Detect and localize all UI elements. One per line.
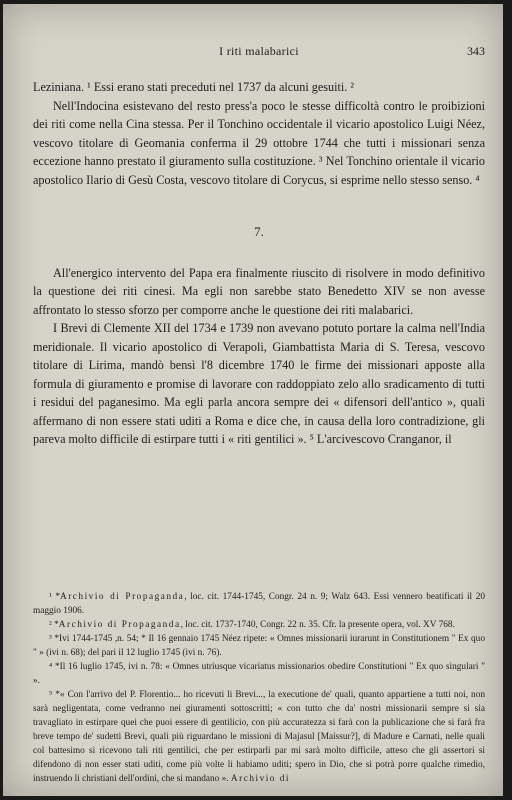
footnote-text: Ivi 1744-1745 ,n. 54; * Il 16 gennaio 1745 Néez ripete: « Omnes missionarii iurarunt in Constitutionem " Ex quo " » (ivi n. 68); del pari il 12 luglio 1745 (ivi n. 76). xyxy=(33,634,485,658)
footnote xyxy=(33,688,485,786)
footnote-marker: ¹ * xyxy=(49,592,60,602)
footnote-marker: ³ * xyxy=(49,634,60,644)
footnote-source: Archivio di Propaganda xyxy=(60,592,185,602)
footnote-text: , loc. cit. 1744-1745, Congr. 24 n. 9; Walz 643. Essi vennero beatificati il 20 maggio 1906. xyxy=(33,592,485,616)
paragraph: Nell'Indocina esistevano del resto press'a poco le stesse difficoltà contro le proibizioni dei riti come nella Cina stessa. Per il Tonchino occidentale il vicario apostolico Luigi Néez, vescovo titolare di Geomania conferma il 29 ottobre 1744 che tutti i missionari senza eccezione hanno prestato il giuramento sulla costituzione. ³ Nel Tonchino orientale il vicario apostolico Ilario di Gesù Costa, vescovo titolare di Corycus, si esprime nello stesso senso. ⁴ xyxy=(33,98,485,187)
footnotes xyxy=(33,590,485,786)
running-title: I riti malabarici xyxy=(219,44,299,58)
footnote-marker: ⁴ * xyxy=(49,662,60,672)
footnote xyxy=(33,618,485,632)
running-header xyxy=(33,44,485,64)
footnote-marker: ² * xyxy=(49,620,59,630)
footnote-marker: ⁵ * xyxy=(49,690,60,700)
paragraph: I Brevi di Clemente XII del 1734 e 1739 non avevano potuto portare la calma nell'India meridionale. Il vicario apostolico di Verapoli, Giambattista Maria di S. Teresa, vescovo titolare di Lirima, mandò bensì l'8 dicembre 1740 le firme dei missionari apposte alla formula di giuramento e promise di lavorare con raddoppiato zelo allo sradicamento di tutti i residui del paganesimo. Ma egli parla ancora sempre dei « difensori dell'antico », quali affermano di non essere stati uditi a Roma e dice che, in causa della loro contradizione, gli pareva molto difficile di estirpare tutti i « riti gentilici ». ⁵ L'arcivescovo Cranganor, il xyxy=(33,321,485,446)
page-number: 343 xyxy=(467,44,485,58)
footnote-text: , loc. cit. 1737-1740, Congr. 22 n. 35. Cfr. la presente opera, vol. XV 768. xyxy=(180,620,455,630)
book-page xyxy=(3,4,503,796)
paragraph: All'energico intervento del Papa era finalmente riuscito di risolvere in modo definitivo la questione dei riti cinesi. Ma egli non sarebbe stato Benedetto XIV se non avesse affrontato lo stesso sforzo per comporre anche le questione dei riti malabarici. xyxy=(33,265,485,317)
paragraph: Leziniana. ¹ Essi erano stati preceduti nel 1737 da alcuni gesuiti. ² xyxy=(33,80,355,94)
footnote-text: « Con l'arrivo del P. Florentio... ho ricevuti li Brevi..., la executione de' quali, quanto appartiene a tutti noi, non sarà negligentata, come vedranno nei giuramenti sottoscritti; « con tutto che da' nostri missionarii sempre si sia travagliato in estirpare quei che puoi essere di gentilicio, con più accuratezza si farà con la publicazione che si farà fra breve tempo de' sudetti Brevi, quali più riguardano le missioni di Majasul [Maissur?], di Madure e Carnati, nelle quali col battesimo si ricevono tali riti gentilici, che per estirparli par mi sarà molto difficile, atteso che gli assertori si difendono di non esser stati uditi, come più volte li habiamo uditi; spero in Dio, che si potrà porre qualche rimedio, instruendo li christiani dell'ordini, che si mandano ». xyxy=(33,690,485,784)
footnote xyxy=(33,590,485,618)
footnote xyxy=(33,632,485,660)
footnote-text: Il 16 luglio 1745, ivi n. 78: « Omnes utriusque vicariatus missionarios obedire Constitutioni " Ex quo singulari " ». xyxy=(33,662,486,686)
section-heading: 7. xyxy=(254,224,264,239)
footnote-source: Archivio di Propaganda xyxy=(58,620,181,630)
footnote xyxy=(33,660,485,688)
main-text xyxy=(33,78,485,449)
footnote-source: Archivio di xyxy=(230,774,291,784)
